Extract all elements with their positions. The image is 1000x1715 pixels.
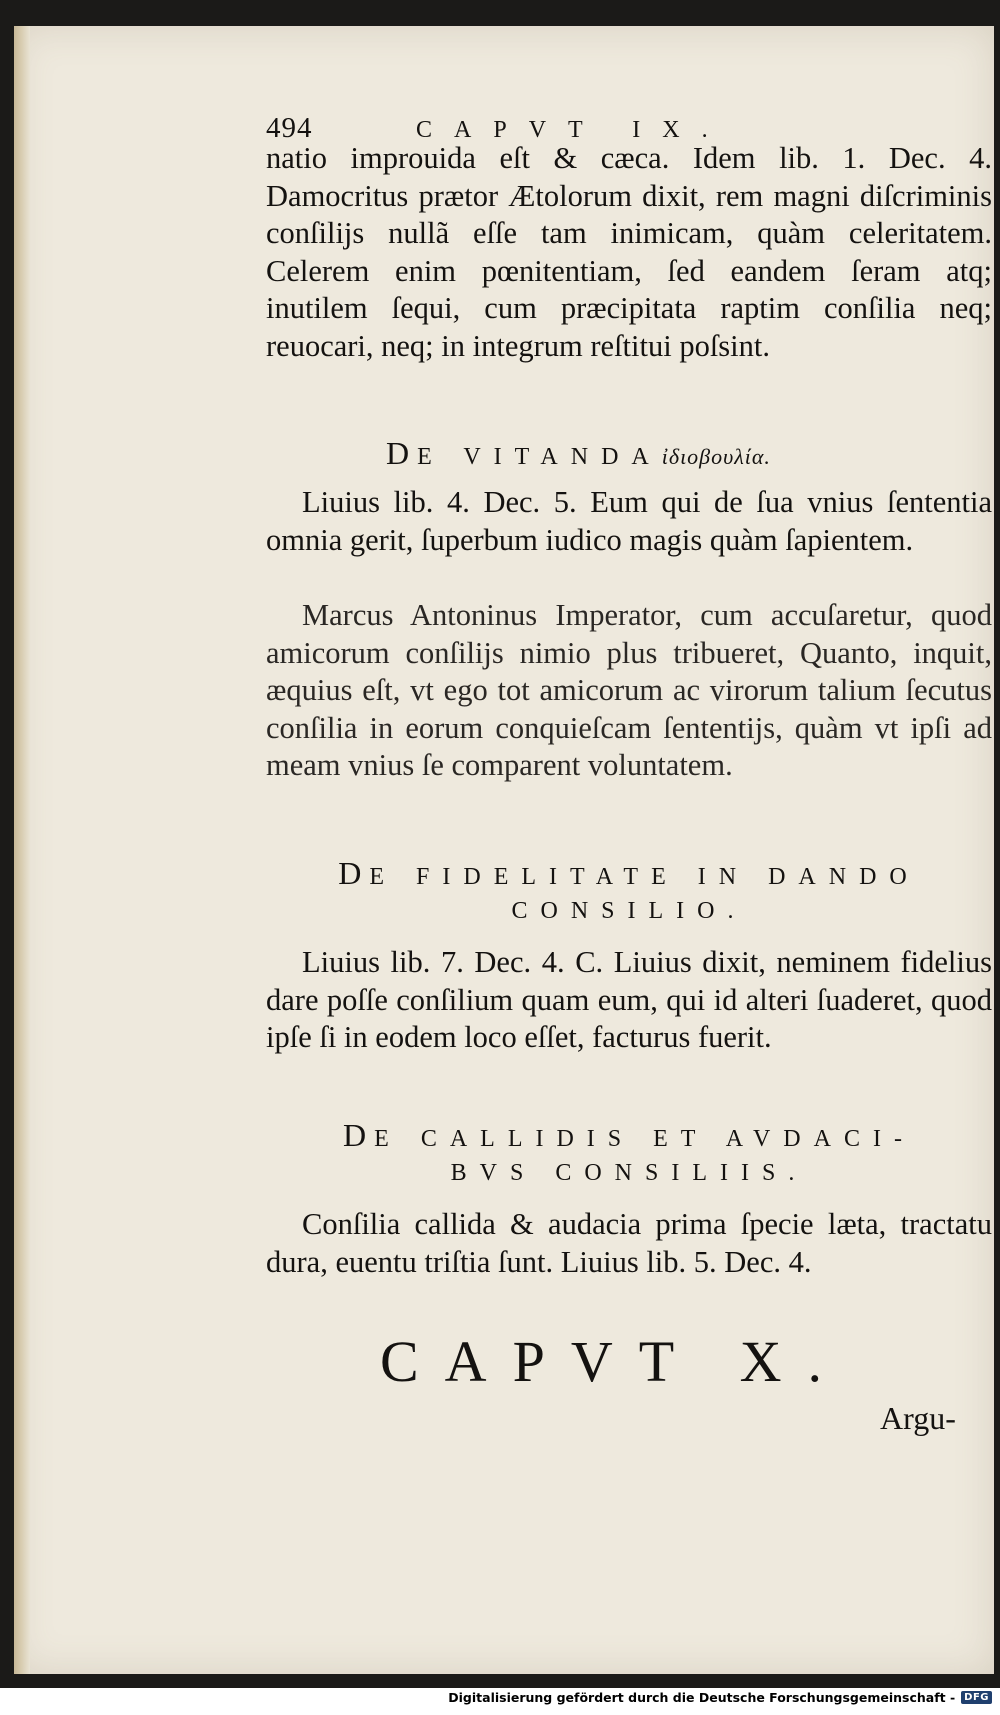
heading-3-initial: D <box>343 1117 375 1153</box>
paragraph-3 <box>266 597 992 785</box>
paragraph-3-block <box>266 597 992 785</box>
running-head-title: CAPVT IX. <box>416 117 730 143</box>
dfg-logo-icon: DFG <box>961 1691 992 1704</box>
heading-1-initial: D <box>386 435 418 471</box>
heading-1-text: E VITANDA <box>417 444 662 470</box>
paragraph-2-block <box>266 484 992 559</box>
heading-2-initial: D <box>338 855 370 891</box>
section-heading-1 <box>266 436 992 474</box>
footer-credit <box>448 1690 992 1705</box>
paragraph-2 <box>266 484 992 559</box>
paragraph-1-block <box>266 140 992 365</box>
paragraph-5-block <box>266 1206 992 1281</box>
paragraph-1: natio improuida eſt & cæca. Idem lib. 1. Dec. 4. Damocritus prætor Ætolorum dixit, rem magni diſcriminis conſilijs nullã eſſe tam inimicam, quàm celeritatem. Celerem enim pœnitentiam, ſed eandem ſeram atq; inutilem ſequi, cum præcipitata raptim conſilia neq; reuocari, neq; in integrum reſtitui poſsint. <box>266 141 992 363</box>
heading-de-fidelitate <box>266 856 992 928</box>
heading-de-callidis <box>266 1118 992 1190</box>
paragraph-4-block <box>266 944 992 1057</box>
paragraph-5-text: Conſilia callida & audacia prima ſpecie læta, tractatu dura, euentu triſtia ſunt. Liuius lib. 5. Dec. 4. <box>266 1207 992 1279</box>
paragraph-3-text: Marcus Antoninus Imperator, cum accuſaretur, quod amicorum conſilijs nimio plus tribueret, Quanto, inquit, æquius eſt, vt ego tot amicorum ac virorum talium ſecutus conſilia in eorum conquieſcam ſententijs, quàm vt ipſi ad meam vnius ſe comparent voluntatem. <box>266 598 992 782</box>
catchword: Argu- <box>880 1400 956 1436</box>
section-heading-2-line-1 <box>266 856 992 894</box>
paragraph-4-text: Liuius lib. 7. Dec. 4. C. Liuius dixit, neminem fidelius dare poſſe conſilium quam eum, qui id alteri ſuaderet, quod ipſe ſi in eodem loco eſſet, facturus fuerit. <box>266 945 992 1054</box>
section-heading-3-line-2: BVS CONSILIIS. <box>450 1160 808 1186</box>
heading-1-greek: ἰδιοβουλία. <box>661 444 771 469</box>
chapter-heading: CAPVT X. <box>380 1329 848 1394</box>
page-number: 494 <box>266 112 313 144</box>
paragraph-5 <box>266 1206 992 1281</box>
heading-de-vitanda <box>266 436 992 474</box>
paragraph-4 <box>266 944 992 1057</box>
footer-text: Digitalisierung gefördert durch die Deutsche Forschungsgemeinschaft - <box>448 1690 956 1705</box>
page-gutter-edge <box>14 26 30 1674</box>
section-heading-3-line-1 <box>266 1118 992 1156</box>
heading-3-text: E CALLIDIS ET AVDACI- <box>374 1126 915 1152</box>
paragraph-2-text: Liuius lib. 4. Dec. 5. Eum qui de ſua vnius ſententia omnia gerit, ſuperbum iudico magis quàm ſapientem. <box>266 485 992 557</box>
section-heading-2-line-2: CONSILIO. <box>511 898 747 924</box>
heading-2-text: E FIDELITATE IN DANDO <box>369 864 920 890</box>
